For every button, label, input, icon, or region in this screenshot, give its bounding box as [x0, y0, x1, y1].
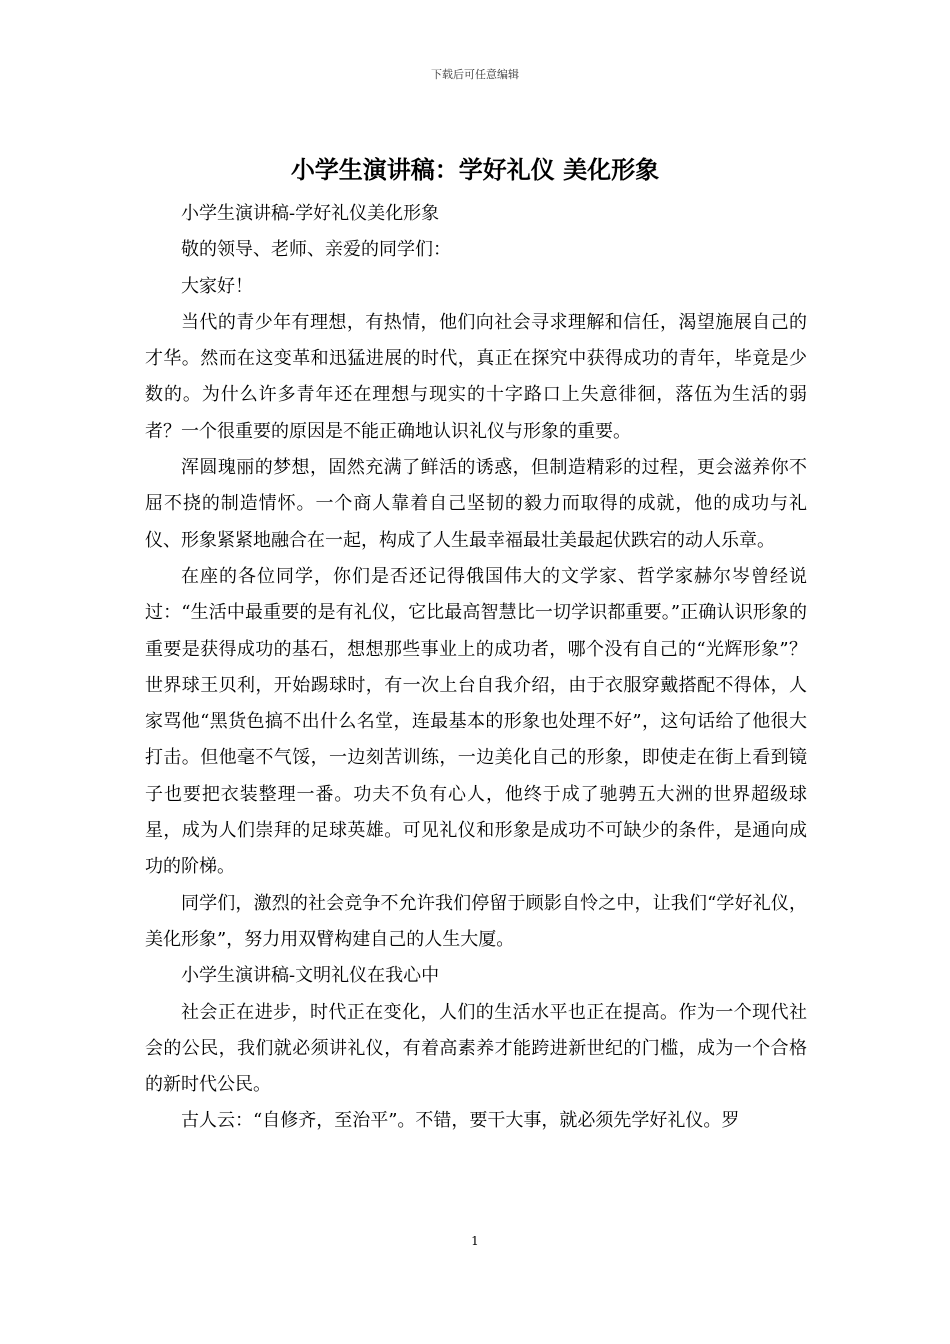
paragraph: 社会正在进步，时代正在变化，人们的生活水平也正在提高。作为一个现代社会的公民，我们就必须讲礼仪，有着高素养才能跨进新世纪的门槛，成为一个合格的新时代公民。 [145, 1001, 807, 1096]
paragraph: 敬的领导、老师、亲爱的同学们： [181, 239, 451, 261]
paragraph: 古人云：“自修齐，至治平”。不错，要干大事，就必须先学好礼仪。罗 [181, 1110, 740, 1132]
paragraph: 当代的青少年有理想，有热情，他们向社会寻求理解和信任，渴望施展自己的才华。然而在这变革和迅猛进展的时代，真正在探究中获得成功的青年，毕竟是少数的。为什么许多青年还在理想与现实的十字路口上失意徘徊，落伍为生活的弱者？一个很重要的原因是不能正确地认识礼仪与形象的重要。 [145, 311, 807, 442]
document-title: 小学生演讲稿：学好礼仪 美化形象 [290, 156, 660, 184]
document-body [145, 196, 807, 1140]
paragraph: 浑圆瑰丽的梦想，固然充满了鲜活的诱惑，但制造精彩的过程，更会滋养你不屈不挠的制造情怀。一个商人靠着自己坚韧的毅力而取得的成就，他的成功与礼仪、形象紧紧地融合在一起，构成了人生最幸福最壮美最起伏跌宕的动人乐章。 [145, 457, 807, 551]
paragraph: 小学生演讲稿-学好礼仪美化形象 [181, 203, 440, 224]
paragraph: 小学生演讲稿-文明礼仪在我心中 [181, 965, 440, 987]
page-number: 1 [471, 1234, 479, 1248]
paragraph: 同学们，激烈的社会竞争不允许我们停留于顾影自怜之中，让我们“学好礼仪，美化形象”，努力用双臂构建自己的人生大厦。 [145, 892, 807, 950]
page-header: 下载后可任意编辑 [431, 68, 519, 81]
paragraph: 在座的各位同学，你们是否还记得俄国伟大的文学家、哲学家赫尔岑曾经说过：“生活中最重要的是有礼仪，它比最高智慧比一切学识都重要。”正确认识形象的重要是获得成功的基石，想想那些事业上的成功者，哪个没有自己的“光辉形象”？世界球王贝利，开始踢球时，有一次上台自我介绍，由于衣服穿戴搭配不得体，人家骂他“黑货色搞不出什么名堂，连最基本的形象也处理不好”，这句话给了他很大打击。但他毫不气馁，一边刻苦训练，一边美化自己的形象，即使走在街上看到镜子也要把衣装整理一番。功夫不负有心人，他终于成了驰骋五大洲的世界超级球星，成为人们崇拜的足球英雄。可见礼仪和形象是成功不可缺少的条件，是通向成功的阶梯。 [145, 565, 807, 878]
paragraph: 大家好！ [181, 275, 253, 297]
